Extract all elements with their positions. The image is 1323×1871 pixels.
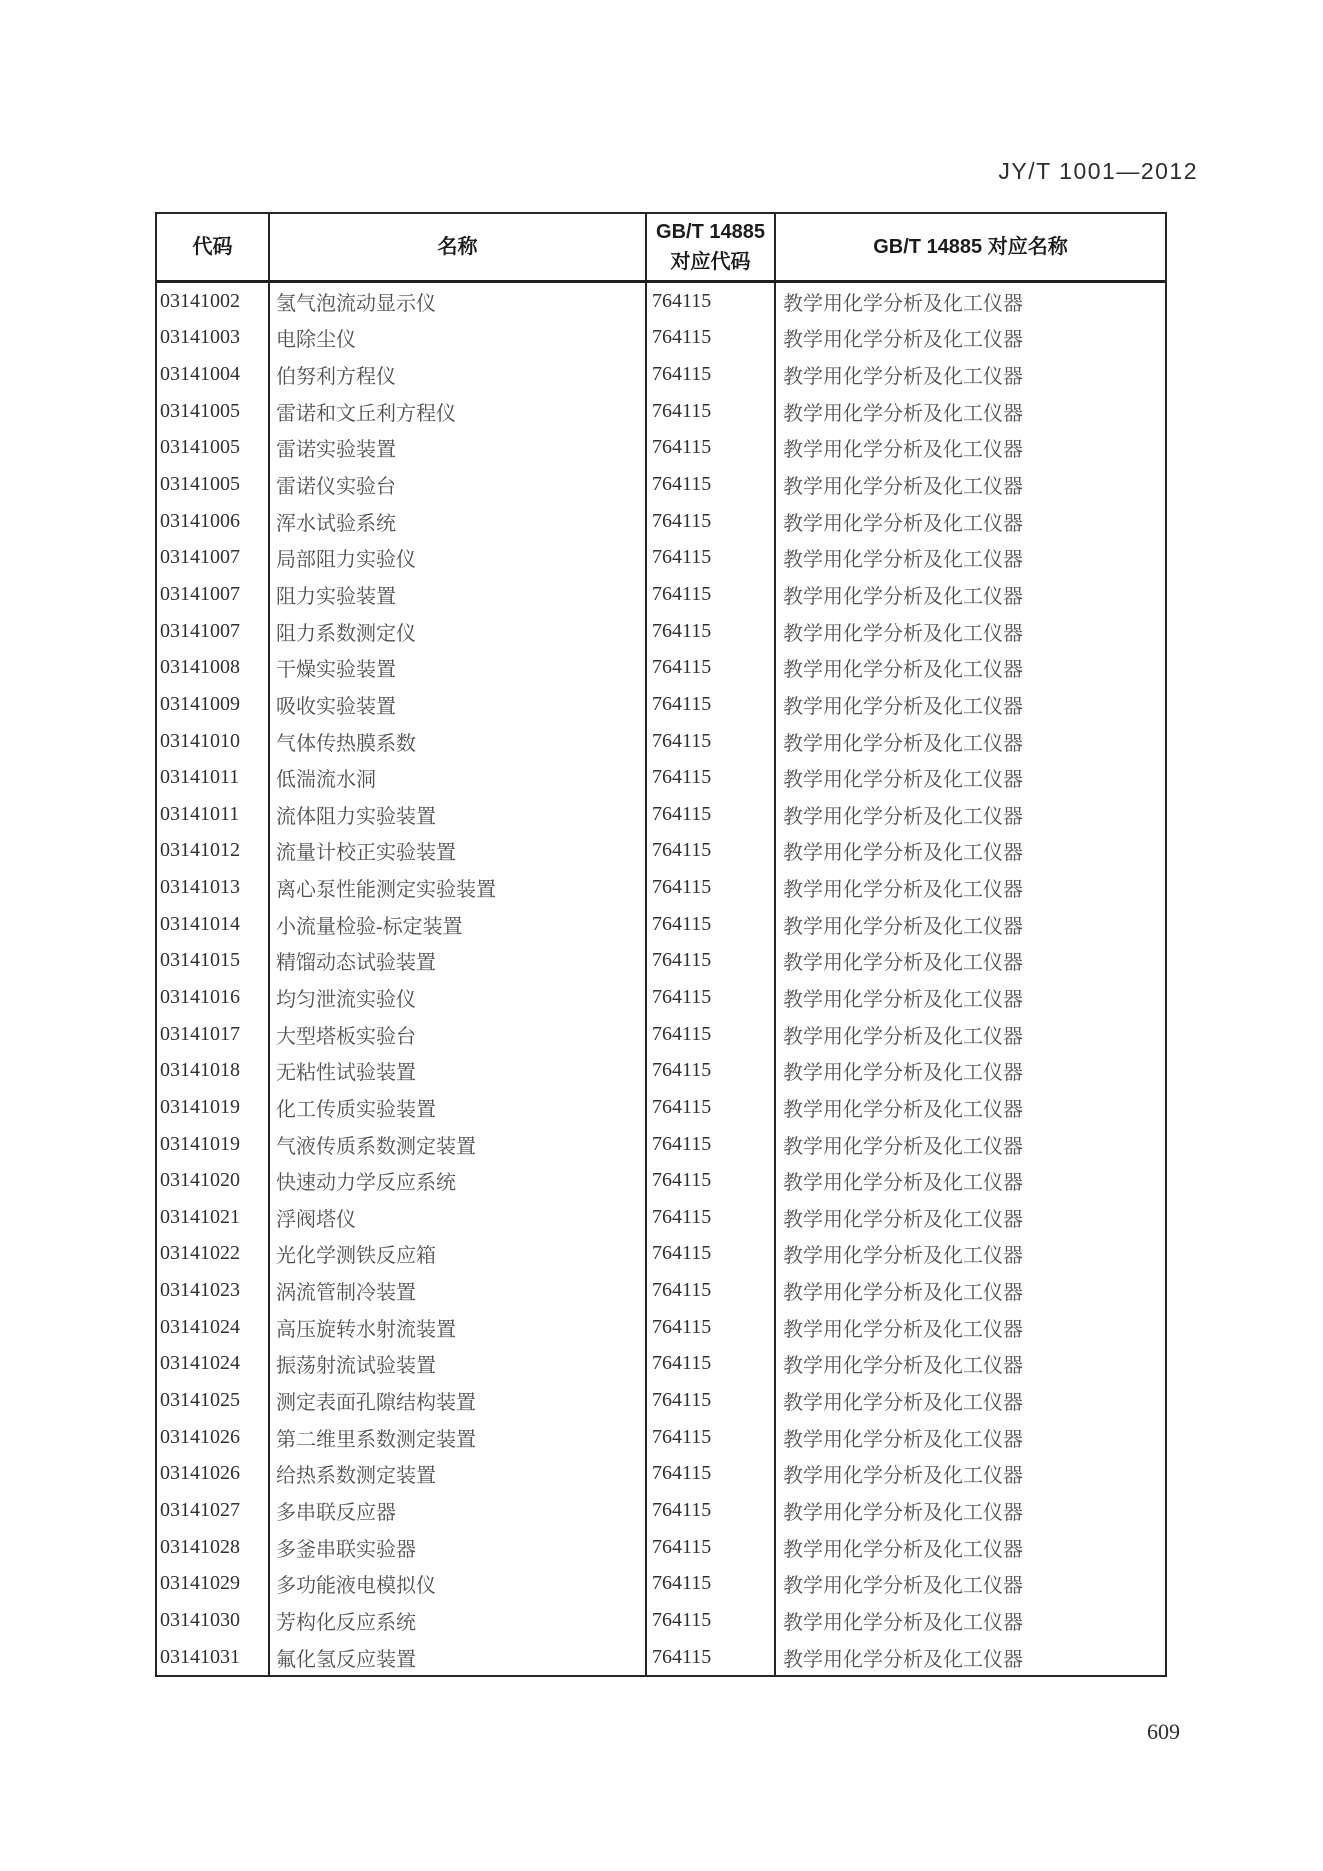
cell-gbt-name: 教学用化学分析及化工仪器	[774, 613, 1165, 650]
cell-gbt-name: 教学用化学分析及化工仪器	[774, 503, 1165, 540]
cell-name: 局部阻力实验仪	[268, 539, 645, 576]
table-row	[157, 576, 1165, 613]
table-row	[157, 613, 1165, 650]
cell-code: 03141005	[160, 473, 240, 496]
cell-code: 03141023	[160, 1279, 240, 1302]
cell-name: 伯努利方程仪	[268, 356, 645, 393]
cell-gbt-name: 教学用化学分析及化工仪器	[774, 466, 1165, 503]
cell-code: 03141017	[160, 1022, 240, 1045]
cell-gbt-code: 764115	[645, 1236, 774, 1273]
table-row	[157, 1565, 1165, 1602]
table-row	[157, 686, 1165, 723]
cell-code: 03141030	[160, 1608, 240, 1631]
cell-name: 多串联反应器	[268, 1492, 645, 1529]
table-row	[157, 1089, 1165, 1126]
cell-gbt-name: 教学用化学分析及化工仪器	[774, 576, 1165, 613]
table-row	[157, 1162, 1165, 1199]
cell-gbt-name: 教学用化学分析及化工仪器	[774, 1602, 1165, 1639]
cell-name: 干燥实验装置	[268, 649, 645, 686]
cell-name: 电除尘仪	[268, 320, 645, 357]
table-row	[157, 393, 1165, 430]
cell-name: 芳构化反应系统	[268, 1602, 645, 1639]
cell-gbt-code: 764115	[645, 1052, 774, 1089]
cell-gbt-code: 764115	[645, 906, 774, 943]
cell-gbt-name: 教学用化学分析及化工仪器	[774, 1199, 1165, 1236]
cell-gbt-name: 教学用化学分析及化工仪器	[774, 1639, 1165, 1676]
table-row	[157, 1272, 1165, 1309]
cell-code: 03141020	[160, 1169, 240, 1192]
cell-code: 03141026	[160, 1462, 240, 1485]
cell-code: 03141026	[160, 1425, 240, 1448]
cell-name: 高压旋转水射流装置	[268, 1309, 645, 1346]
cell-name: 多釜串联实验器	[268, 1529, 645, 1566]
cell-gbt-name: 教学用化学分析及化工仪器	[774, 979, 1165, 1016]
header-gbt-code-line2: 对应代码	[670, 251, 751, 273]
table-row	[157, 796, 1165, 833]
cell-name: 流体阻力实验装置	[268, 796, 645, 833]
cell-gbt-code: 764115	[645, 833, 774, 870]
cell-name: 氢气泡流动显示仪	[268, 283, 645, 320]
table-row	[157, 649, 1165, 686]
cell-name: 气液传质系数测定装置	[268, 1126, 645, 1163]
cell-gbt-code: 764115	[645, 1089, 774, 1126]
cell-gbt-code: 764115	[645, 393, 774, 430]
cell-name: 阻力实验装置	[268, 576, 645, 613]
table-header-row	[157, 214, 1165, 283]
cell-gbt-name: 教学用化学分析及化工仪器	[774, 1126, 1165, 1163]
cell-name: 快速动力学反应系统	[268, 1162, 645, 1199]
header-gbt-name	[774, 214, 1165, 280]
cell-name: 氟化氢反应装置	[268, 1639, 645, 1676]
table-body	[157, 283, 1165, 1675]
cell-code: 03141014	[160, 912, 240, 935]
table-row	[157, 1052, 1165, 1089]
header-code-label: 代码	[192, 236, 233, 258]
cell-gbt-name: 教学用化学分析及化工仪器	[774, 1236, 1165, 1273]
cell-name: 化工传质实验装置	[268, 1089, 645, 1126]
cell-gbt-name: 教学用化学分析及化工仪器	[774, 649, 1165, 686]
cell-gbt-name: 教学用化学分析及化工仪器	[774, 759, 1165, 796]
header-code	[157, 214, 268, 280]
cell-code: 03141031	[160, 1645, 240, 1668]
cell-code: 03141003	[160, 326, 240, 349]
header-name-label: 名称	[437, 236, 478, 258]
cell-code: 03141025	[160, 1389, 240, 1412]
cell-gbt-name: 教学用化学分析及化工仪器	[774, 393, 1165, 430]
cell-gbt-name: 教学用化学分析及化工仪器	[774, 1346, 1165, 1383]
cell-code: 03141029	[160, 1572, 240, 1595]
cell-gbt-name: 教学用化学分析及化工仪器	[774, 1456, 1165, 1493]
table-row	[157, 1492, 1165, 1529]
cell-code: 03141027	[160, 1498, 240, 1521]
table-row	[157, 430, 1165, 467]
cell-gbt-code: 764115	[645, 1456, 774, 1493]
cell-gbt-name: 教学用化学分析及化工仪器	[774, 539, 1165, 576]
cell-gbt-name: 教学用化学分析及化工仪器	[774, 796, 1165, 833]
cell-name: 第二维里系数测定装置	[268, 1419, 645, 1456]
cell-code: 03141010	[160, 729, 240, 752]
header-gbt-code	[645, 214, 774, 280]
cell-code: 03141013	[160, 876, 240, 899]
cell-name: 浑水试验系统	[268, 503, 645, 540]
cell-gbt-code: 764115	[645, 320, 774, 357]
cell-name: 雷诺实验装置	[268, 430, 645, 467]
cell-gbt-name: 教学用化学分析及化工仪器	[774, 1382, 1165, 1419]
cell-code: 03141019	[160, 1095, 240, 1118]
cell-code: 03141024	[160, 1315, 240, 1338]
cell-gbt-code: 764115	[645, 539, 774, 576]
cell-code: 03141022	[160, 1242, 240, 1265]
cell-gbt-code: 764115	[645, 430, 774, 467]
cell-gbt-name: 教学用化学分析及化工仪器	[774, 833, 1165, 870]
cell-gbt-name: 教学用化学分析及化工仪器	[774, 1309, 1165, 1346]
cell-gbt-code: 764115	[645, 1529, 774, 1566]
cell-gbt-code: 764115	[645, 1199, 774, 1236]
cell-gbt-name: 教学用化学分析及化工仪器	[774, 1016, 1165, 1053]
cell-gbt-name: 教学用化学分析及化工仪器	[774, 723, 1165, 760]
table-row	[157, 979, 1165, 1016]
cell-gbt-name: 教学用化学分析及化工仪器	[774, 1089, 1165, 1126]
cell-gbt-code: 764115	[645, 503, 774, 540]
header-name	[268, 214, 645, 280]
table-row	[157, 759, 1165, 796]
table-row	[157, 1419, 1165, 1456]
table-row	[157, 1639, 1165, 1676]
cell-gbt-code: 764115	[645, 979, 774, 1016]
cell-gbt-name: 教学用化学分析及化工仪器	[774, 1162, 1165, 1199]
cell-name: 吸收实验装置	[268, 686, 645, 723]
cell-code: 03141015	[160, 949, 240, 972]
cell-code: 03141005	[160, 399, 240, 422]
cell-code: 03141011	[160, 802, 240, 825]
cell-name: 气体传热膜系数	[268, 723, 645, 760]
cell-code: 03141004	[160, 363, 240, 386]
table-row	[157, 943, 1165, 980]
cell-gbt-name: 教学用化学分析及化工仪器	[774, 1529, 1165, 1566]
cell-gbt-code: 764115	[645, 1016, 774, 1053]
cell-gbt-code: 764115	[645, 1382, 774, 1419]
cell-name: 多功能液电模拟仪	[268, 1565, 645, 1602]
cell-code: 03141028	[160, 1535, 240, 1558]
cell-gbt-code: 764115	[645, 686, 774, 723]
cell-gbt-name: 教学用化学分析及化工仪器	[774, 430, 1165, 467]
cell-name: 振荡射流试验装置	[268, 1346, 645, 1383]
standard-reference: JY/T 1001—2012	[998, 158, 1198, 184]
cell-code: 03141012	[160, 839, 240, 862]
cell-code: 03141021	[160, 1205, 240, 1228]
cell-code: 03141005	[160, 436, 240, 459]
cell-code: 03141006	[160, 509, 240, 532]
cell-name: 测定表面孔隙结构装置	[268, 1382, 645, 1419]
table-row	[157, 1126, 1165, 1163]
cell-name: 低湍流水洞	[268, 759, 645, 796]
cell-gbt-code: 764115	[645, 759, 774, 796]
table-row	[157, 1346, 1165, 1383]
cell-name: 均匀泄流实验仪	[268, 979, 645, 1016]
cell-gbt-name: 教学用化学分析及化工仪器	[774, 320, 1165, 357]
cell-name: 阻力系数测定仪	[268, 613, 645, 650]
cell-gbt-code: 764115	[645, 466, 774, 503]
table-row	[157, 320, 1165, 357]
cell-gbt-name: 教学用化学分析及化工仪器	[774, 1565, 1165, 1602]
cell-name: 离心泵性能测定实验装置	[268, 869, 645, 906]
table-row	[157, 833, 1165, 870]
cell-gbt-name: 教学用化学分析及化工仪器	[774, 1419, 1165, 1456]
cell-gbt-name: 教学用化学分析及化工仪器	[774, 356, 1165, 393]
cell-code: 03141018	[160, 1059, 240, 1082]
cell-gbt-name: 教学用化学分析及化工仪器	[774, 1272, 1165, 1309]
cell-gbt-code: 764115	[645, 723, 774, 760]
cell-code: 03141007	[160, 619, 240, 642]
cell-gbt-name: 教学用化学分析及化工仪器	[774, 943, 1165, 980]
cell-gbt-code: 764115	[645, 613, 774, 650]
cell-gbt-name: 教学用化学分析及化工仪器	[774, 686, 1165, 723]
cell-gbt-code: 764115	[645, 796, 774, 833]
table-row	[157, 466, 1165, 503]
table-row	[157, 356, 1165, 393]
cell-gbt-code: 764115	[645, 943, 774, 980]
cell-code: 03141002	[160, 289, 240, 312]
cell-gbt-name: 教学用化学分析及化工仪器	[774, 869, 1165, 906]
cell-name: 雷诺和文丘利方程仪	[268, 393, 645, 430]
cell-gbt-code: 764115	[645, 869, 774, 906]
cell-gbt-name: 教学用化学分析及化工仪器	[774, 1492, 1165, 1529]
cell-code: 03141024	[160, 1352, 240, 1375]
page-number: 609	[1147, 1719, 1180, 1744]
cell-code: 03141011	[160, 766, 240, 789]
cell-name: 浮阀塔仪	[268, 1199, 645, 1236]
table-row	[157, 283, 1165, 320]
cell-name: 无粘性试验装置	[268, 1052, 645, 1089]
cell-gbt-code: 764115	[645, 1419, 774, 1456]
table-row	[157, 1236, 1165, 1273]
cell-gbt-code: 764115	[645, 576, 774, 613]
cell-name: 精馏动态试验装置	[268, 943, 645, 980]
table-row	[157, 1382, 1165, 1419]
table-row	[157, 503, 1165, 540]
cell-gbt-code: 764115	[645, 283, 774, 320]
cell-code: 03141008	[160, 656, 240, 679]
cell-gbt-code: 764115	[645, 649, 774, 686]
header-gbt-name-label: GB/T 14885 对应名称	[873, 236, 1068, 258]
cell-code: 03141007	[160, 582, 240, 605]
code-mapping-table	[155, 212, 1167, 1677]
cell-code: 03141016	[160, 985, 240, 1008]
cell-gbt-code: 764115	[645, 1272, 774, 1309]
table-row	[157, 539, 1165, 576]
table-row	[157, 1602, 1165, 1639]
cell-name: 雷诺仪实验台	[268, 466, 645, 503]
cell-gbt-code: 764115	[645, 1639, 774, 1676]
table-row	[157, 723, 1165, 760]
cell-name: 小流量检验-标定装置	[268, 906, 645, 943]
cell-gbt-code: 764115	[645, 356, 774, 393]
table-row	[157, 1016, 1165, 1053]
cell-name: 大型塔板实验台	[268, 1016, 645, 1053]
cell-code: 03141007	[160, 546, 240, 569]
cell-name: 光化学测铁反应箱	[268, 1236, 645, 1273]
cell-gbt-name: 教学用化学分析及化工仪器	[774, 906, 1165, 943]
cell-gbt-name: 教学用化学分析及化工仪器	[774, 1052, 1165, 1089]
table-row	[157, 869, 1165, 906]
table-row	[157, 906, 1165, 943]
cell-gbt-code: 764115	[645, 1492, 774, 1529]
cell-gbt-code: 764115	[645, 1346, 774, 1383]
cell-code: 03141009	[160, 692, 240, 715]
cell-name: 流量计校正实验装置	[268, 833, 645, 870]
cell-name: 给热系数测定装置	[268, 1456, 645, 1493]
cell-gbt-code: 764115	[645, 1126, 774, 1163]
table-row	[157, 1456, 1165, 1493]
table-row	[157, 1199, 1165, 1236]
header-gbt-code-line1: GB/T 14885	[656, 221, 765, 243]
cell-code: 03141019	[160, 1132, 240, 1155]
table-row	[157, 1309, 1165, 1346]
cell-gbt-code: 764115	[645, 1162, 774, 1199]
cell-gbt-code: 764115	[645, 1309, 774, 1346]
cell-name: 涡流管制冷装置	[268, 1272, 645, 1309]
table-row	[157, 1529, 1165, 1566]
cell-gbt-code: 764115	[645, 1602, 774, 1639]
cell-gbt-name: 教学用化学分析及化工仪器	[774, 283, 1165, 320]
cell-gbt-code: 764115	[645, 1565, 774, 1602]
